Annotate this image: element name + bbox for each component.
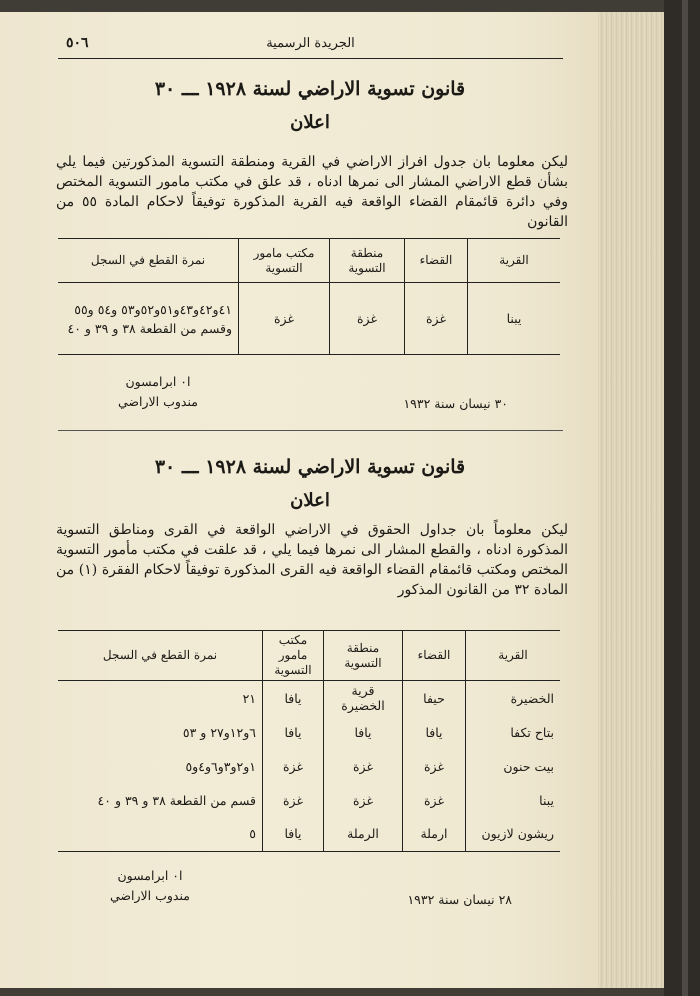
gazette-title: الجريدة الرسمية (266, 36, 355, 51)
cell-village: يبنا (466, 783, 561, 817)
cell-office: يافا (263, 681, 324, 716)
cell-parcels: ٢١ (242, 690, 256, 706)
cell-district: غزة (403, 783, 466, 817)
section1-date: ٣٠ نيسان سنة ١٩٣٢ (403, 396, 508, 411)
section2-title: قانون تسوية الاراضي لسنة ١٩٢٨ ـــ ٣٠ (154, 456, 466, 478)
col-header-office: مكتب مامور التسوية (239, 239, 330, 283)
cell-parcels: ٦و١٢و٢٧ و ٥٣ (182, 724, 256, 740)
cell-area: قرية الخضيرة (324, 681, 403, 716)
section2-subtitle: اعلان (290, 490, 330, 511)
col-header-area: منطقة التسوية (330, 239, 405, 283)
cell-village: ريشون لازيون (466, 817, 561, 851)
cell-village: يبنا (468, 283, 561, 355)
col-header-district: القضاء (403, 631, 466, 681)
table-header-row (58, 239, 560, 283)
section1-subtitle: اعلان (290, 112, 330, 133)
col-header-district: القضاء (405, 239, 468, 283)
section1-paragraph: ليكن معلوما بان جدول افراز الاراضي في القرية ومنطقة التسوية المذكورتين فيما يلي بشأن قطع الاراضي المشار الى نمرها ادناه ، قد علق في مكتب مامور التسوية المختص وفي دائرة قائمقام القضاء الواقعة فيه القرية المذكورة توفيقاً لاحكام المادة ٥٥ من القانون (56, 154, 569, 230)
cell-village: بتاح تكفا (466, 715, 561, 749)
cell-district: غزة (405, 283, 468, 355)
section1-table (58, 238, 560, 355)
section1-title: قانون تسوية الاراضي لسنة ١٩٢٨ ـــ ٣٠ (154, 78, 466, 100)
cell-office: يافا (263, 715, 324, 749)
page-header (58, 32, 563, 59)
cell-district: حيفا (403, 681, 466, 716)
table-header-row (58, 631, 560, 681)
signature-title: مندوب الاراضي (110, 888, 190, 903)
col-header-office: مكتب مامور التسوية (263, 631, 324, 681)
cell-office: غزة (239, 283, 330, 355)
section2-date: ٢٨ نيسان سنة ١٩٣٢ (407, 892, 512, 907)
cell-office: يافا (263, 817, 324, 851)
cell-area: غزة (330, 283, 405, 355)
cell-district: يافا (403, 715, 466, 749)
col-header-parcels: نمرة القطع في السجل (102, 648, 218, 662)
cell-area: الرملة (324, 817, 403, 851)
col-header-area: منطقة التسوية (324, 631, 403, 681)
section-divider (58, 430, 563, 431)
book-cover-edge (682, 0, 688, 996)
section1-signature (108, 372, 208, 412)
cell-parcels: قسم من القطعة ٣٨ و ٣٩ و ٤٠ (97, 792, 256, 808)
table-row (58, 817, 560, 851)
cell-office: غزة (263, 749, 324, 783)
section2-table (58, 630, 560, 852)
cell-area: غزة (324, 749, 403, 783)
col-header-village: القرية (468, 239, 561, 283)
table-row (58, 681, 560, 716)
cell-parcels: ٥ (249, 826, 256, 842)
cell-office: غزة (263, 783, 324, 817)
page-edges (598, 12, 664, 988)
document-page (0, 12, 598, 988)
cell-area: غزة (324, 783, 403, 817)
cell-village: بيت حنون (466, 749, 561, 783)
cell-parcels: ١و٢و٣و٦و٤و٥ (185, 758, 256, 774)
section2-paragraph: ليكن معلوماً بان جداول الحقوق في الاراضي الواقعة في القرى ومناطق التسوية المذكورة ادناه ، والقطع المشار الى نمرها فيما يلي ، قد علقت في مكتب مأمور التسوية المختص ومكتب قائمقام القضاء الواقعة فيه القرى المذكورة توفيقاً لاحكام الفقرة (١) من المادة ٣٢ من القانون المذكور (56, 522, 569, 598)
cell-parcels: ٤١و٤٢و٤٣و٥١و٥٢و٥٣ و٥٤ و٥٥ وقسم من القطعة ٣٨ و ٣٩ و ٤٠ (67, 301, 232, 336)
signature-name: ا٠ ابرامسون (117, 868, 183, 883)
page-number: ٥٠٦ (66, 35, 89, 51)
cell-area: يافا (324, 715, 403, 749)
signature-title: مندوب الاراضي (118, 394, 198, 409)
cell-district: غزة (403, 749, 466, 783)
col-header-village: القرية (466, 631, 561, 681)
section2-signature (100, 866, 200, 906)
table-row (58, 283, 560, 355)
cell-village: الخضيرة (466, 681, 561, 716)
table-row (58, 715, 560, 749)
col-header-parcels: نمرة القطع في السجل (90, 253, 206, 267)
cell-district: ارملة (403, 817, 466, 851)
table-row (58, 783, 560, 817)
signature-name: ا٠ ابرامسون (125, 374, 191, 389)
table-row (58, 749, 560, 783)
